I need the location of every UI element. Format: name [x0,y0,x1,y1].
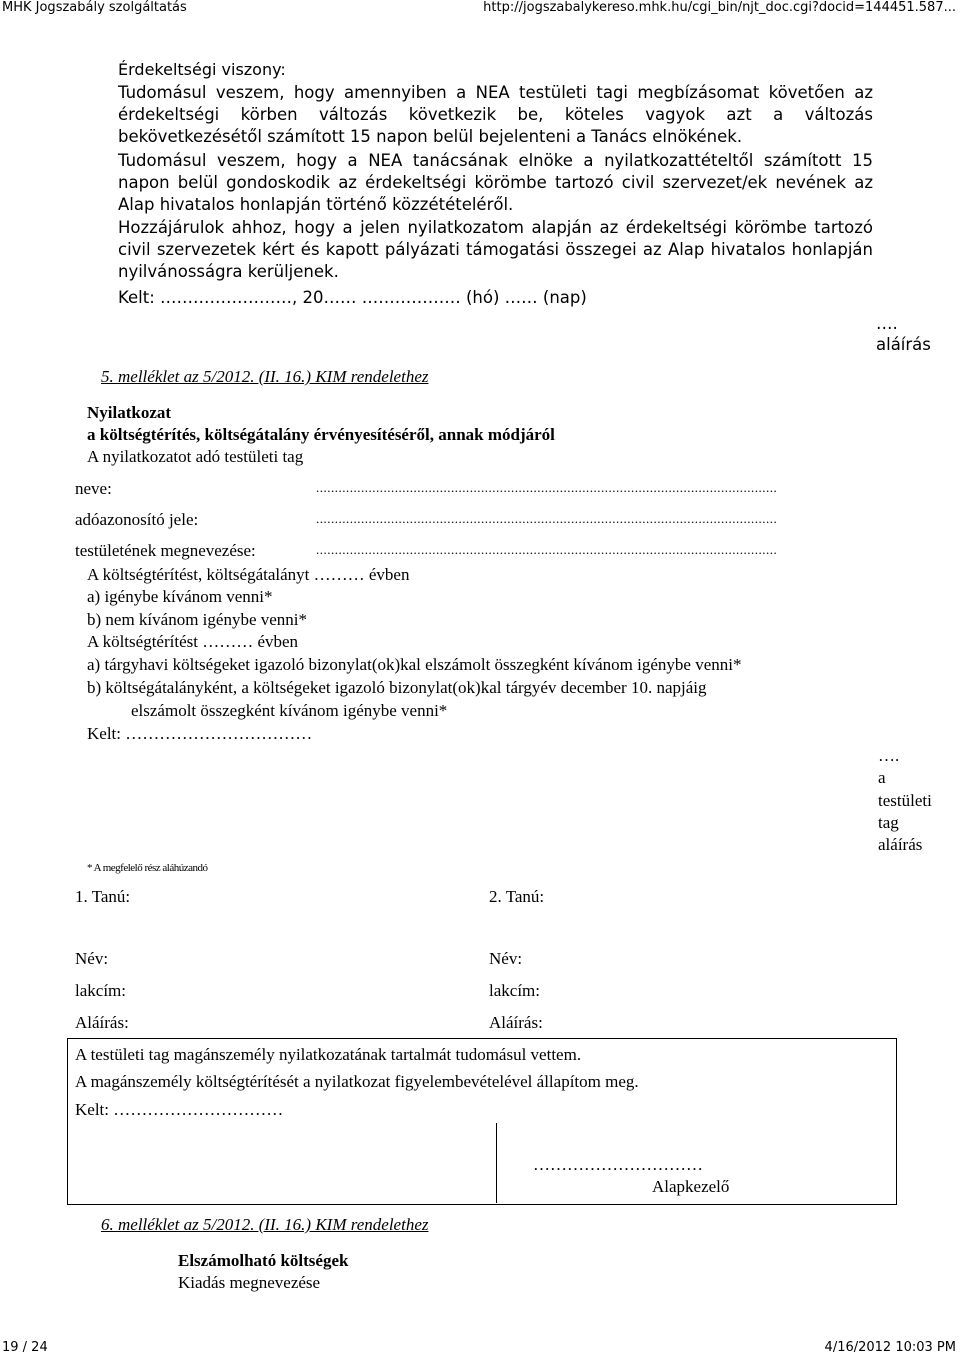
witness-1-name: Név: [75,949,109,968]
footnote: * A megfelelő rész aláhúzandó [87,862,208,874]
interest-signature-label: aláírás [876,335,931,354]
annex6-subheading: Kiadás megnevezése [178,1273,321,1292]
page-number: 19 / 24 [2,1340,48,1355]
box-signature-dots: ………………………… [533,1155,703,1174]
annex5-intro: A nyilatkozatot adó testületi tag [87,447,304,466]
annex5-date-line: Kelt: …………………………… [87,724,313,743]
witness-2-address: lakcím: [489,981,540,1000]
annex5-title: 5. melléklet az 5/2012. (II. 16.) KIM rendelethez [101,367,429,386]
field-taxid-label: adóazonosító jele: [75,510,199,529]
member-signature-line-3: tag [878,813,899,832]
annex5-heading: Nyilatkozat [87,403,172,422]
cost-year-line: A költségtérítést, költségátalányt ……… évben [87,565,410,584]
box-line-2: A magánszemély költségtérítését a nyilatkozat figyelembevételével állapítom meg. [75,1072,639,1091]
witness-1-address: lakcím: [75,981,126,1000]
box-signature-label: Alapkezelő [652,1177,730,1196]
annex5-subheading: a költségtérítés, költségátalány érvényesítéséről, annak módjáról [87,425,555,444]
witness-2-name: Név: [489,949,523,968]
field-name-value: ........................................................................................................................... [316,480,778,495]
witness-1-signature: Aláírás: [75,1013,129,1032]
member-signature-line-1: a [878,768,886,787]
field-name-label: neve: [75,479,112,498]
option-b-no-claim: b) nem kívánom igénybe venni* [87,610,308,629]
option-a-claim: a) igénybe kívánom venni* [87,587,273,606]
option-b-flat-rate-cont: elszámolt összegként kívánom igénybe venni* [131,701,448,720]
cost-reimbursement-line: A költségtérítést ……… évben [87,632,299,651]
print-datetime: 4/16/2012 10:03 PM [824,1340,956,1355]
field-body-label: testületének megnevezése: [75,541,256,560]
interest-paragraph-2: Tudomásul veszem, hogy a NEA tanácsának elnöke a nyilatkozattételtől számított 15 napon belül gondoskodik az érdekeltségi körömbe tartozó civil szervezet/ek nevének az Alap hivatalos honlapján történő közzétételéről. [118,151,873,214]
box-line-1: A testületi tag magánszemély nyilatkozatának tartalmát tudomásul vettem. [75,1045,582,1064]
interest-paragraph-1: Tudomásul veszem, hogy amennyiben a NEA testületi tagi megbízásomat követően az érdekeltségi körben változás következik be, köteles vagyok azt a változás bekövetkezésétől számított 15 napon belül bejelenteni a Tanács elnökének. [118,83,873,146]
box-date-line: Kelt: ………………………… [75,1100,284,1119]
witness-2-title: 2. Tanú: [489,887,545,906]
option-a-monthly: a) tárgyhavi költségeket igazoló bizonylat(ok)kal elszámolt összegként kívánom igénybe venni* [87,655,742,674]
annex6-heading: Elszámolható költségek [178,1251,349,1270]
member-signature-dots: …. [878,746,900,765]
witness-1-title: 1. Tanú: [75,887,131,906]
member-signature-line-2: testületi [878,791,932,810]
interest-date-line: Kelt: ……………………, 20…… ……………… (hó) …… (nap) [118,288,587,307]
box-divider [496,1123,497,1203]
field-body-value: ........................................................................................................................... [316,542,778,557]
site-title: MHK Jogszabály szolgáltatás [2,0,187,15]
option-b-flat-rate: b) költségátalányként, a költségeket igazoló bizonylat(ok)kal tárgyév december 10. napjáig [87,678,707,697]
member-signature-line-4: aláírás [878,835,923,854]
interest-signature-dots: …. [876,314,898,333]
page-url[interactable]: http://jogszabalykereso.mhk.hu/cgi_bin/njt_doc.cgi?docid=144451.587... [483,0,956,15]
interest-heading: Érdekeltségi viszony: [118,60,286,79]
field-taxid-value: ........................................................................................................................... [316,511,778,526]
interest-paragraph-3: Hozzájárulok ahhoz, hogy a jelen nyilatkozatom alapján az érdekeltségi körömbe tartozó civil szervezetek kért és kapott pályázati támogatási összegei az Alap hivatalos honlapján nyilvánosságra kerüljenek. [118,218,873,281]
witness-2-signature: Aláírás: [489,1013,543,1032]
annex6-title: 6. melléklet az 5/2012. (II. 16.) KIM rendelethez [101,1215,429,1234]
